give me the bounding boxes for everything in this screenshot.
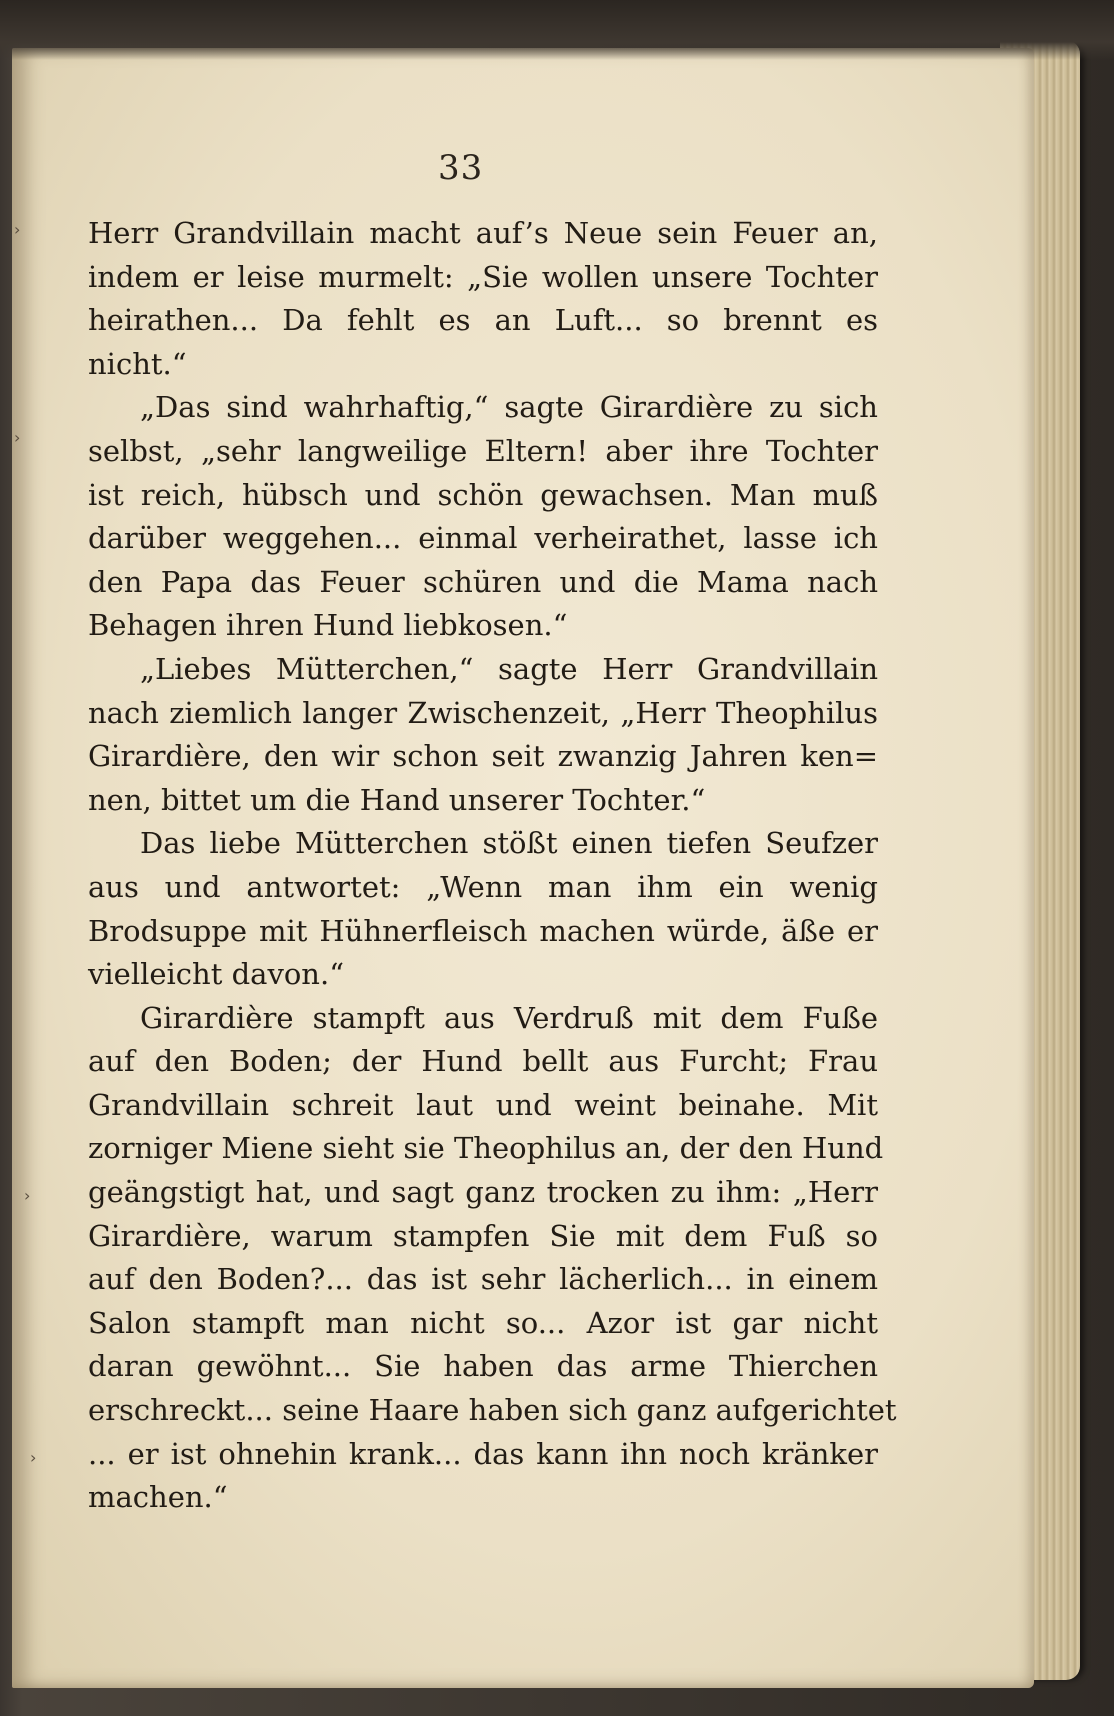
text-line: Behagen ihren Hund liebkosen.“ <box>88 608 568 643</box>
page-number: 33 <box>438 148 484 188</box>
text-line: nicht.“ <box>88 346 187 381</box>
text-line: erschreckt... seine Haare haben sich ganz aufgerichtet <box>88 1393 897 1428</box>
text-line: heirathen... Da fehlt es an Luft... so brennt es <box>88 303 878 338</box>
text-line: darüber weggehen... einmal verheirathet, lasse ich <box>88 521 878 556</box>
text-line: „Liebes Mütterchen,“ sagte Herr Grandvillain <box>140 651 878 686</box>
text-line: den Papa das Feuer schüren und die Mama nach <box>88 564 878 599</box>
text-line: Girardière, den wir schon seit zwanzig Jahren ken= <box>88 739 878 774</box>
margin-mark: › <box>14 220 21 239</box>
text-line: Das liebe Mütterchen stößt einen tiefen Seufzer <box>140 826 878 861</box>
text-line: auf den Boden; der Hund bellt aus Furcht; Frau <box>88 1044 878 1079</box>
text-line: selbst, „sehr langweilige Eltern! aber ihre Tochter <box>88 433 878 468</box>
binding-shadow <box>0 0 1114 60</box>
text-line: geängstigt hat, und sagt ganz trocken zu ihm: „Herr <box>88 1175 878 1210</box>
margin-mark: › <box>30 1448 37 1467</box>
text-line: Girardière stampft aus Verdruß mit dem Fuße <box>140 1000 878 1035</box>
text-line: Grandvillain schreit laut und weint beinahe. Mit <box>88 1087 878 1122</box>
text-line: Girardière, warum stampfen Sie mit dem Fuß so <box>88 1218 878 1253</box>
text-line: daran gewöhnt... Sie haben das arme Thierchen <box>88 1349 878 1384</box>
text-line: vielleicht davon.“ <box>88 957 345 992</box>
text-line: „Das sind wahrhaftig,“ sagte Girardière zu sich <box>140 390 878 425</box>
text-line: ist reich, hübsch und schön gewachsen. Man muß <box>88 477 878 512</box>
margin-mark: › <box>24 1186 31 1205</box>
text-line: indem er leise murmelt: „Sie wollen unsere Tochter <box>88 259 878 294</box>
text-line: nach ziemlich langer Zwischenzeit, „Herr Theophilus <box>88 695 878 730</box>
text-line: nen, bittet um die Hand unserer Tochter.“ <box>88 782 706 817</box>
text-line: ... er ist ohnehin krank... das kann ihn noch kränker <box>88 1436 878 1471</box>
text-line: zorniger Miene sieht sie Theophilus an, der den Hund <box>88 1131 884 1166</box>
text-line: Brodsuppe mit Hühnerfleisch machen würde, äße er <box>88 913 878 948</box>
text-line: aus und antwortet: „Wenn man ihm ein wenig <box>88 869 878 904</box>
text-line: Herr Grandvillain macht auf’s Neue sein Feuer an, <box>88 216 878 250</box>
text-line: machen.“ <box>88 1480 228 1515</box>
page-text <box>88 212 897 1520</box>
margin-mark: › <box>14 428 21 447</box>
text-line: auf den Boden?... das ist sehr lächerlich... in einem <box>88 1262 878 1297</box>
text-line: Salon stampft man nicht so... Azor ist gar nicht <box>88 1305 878 1340</box>
